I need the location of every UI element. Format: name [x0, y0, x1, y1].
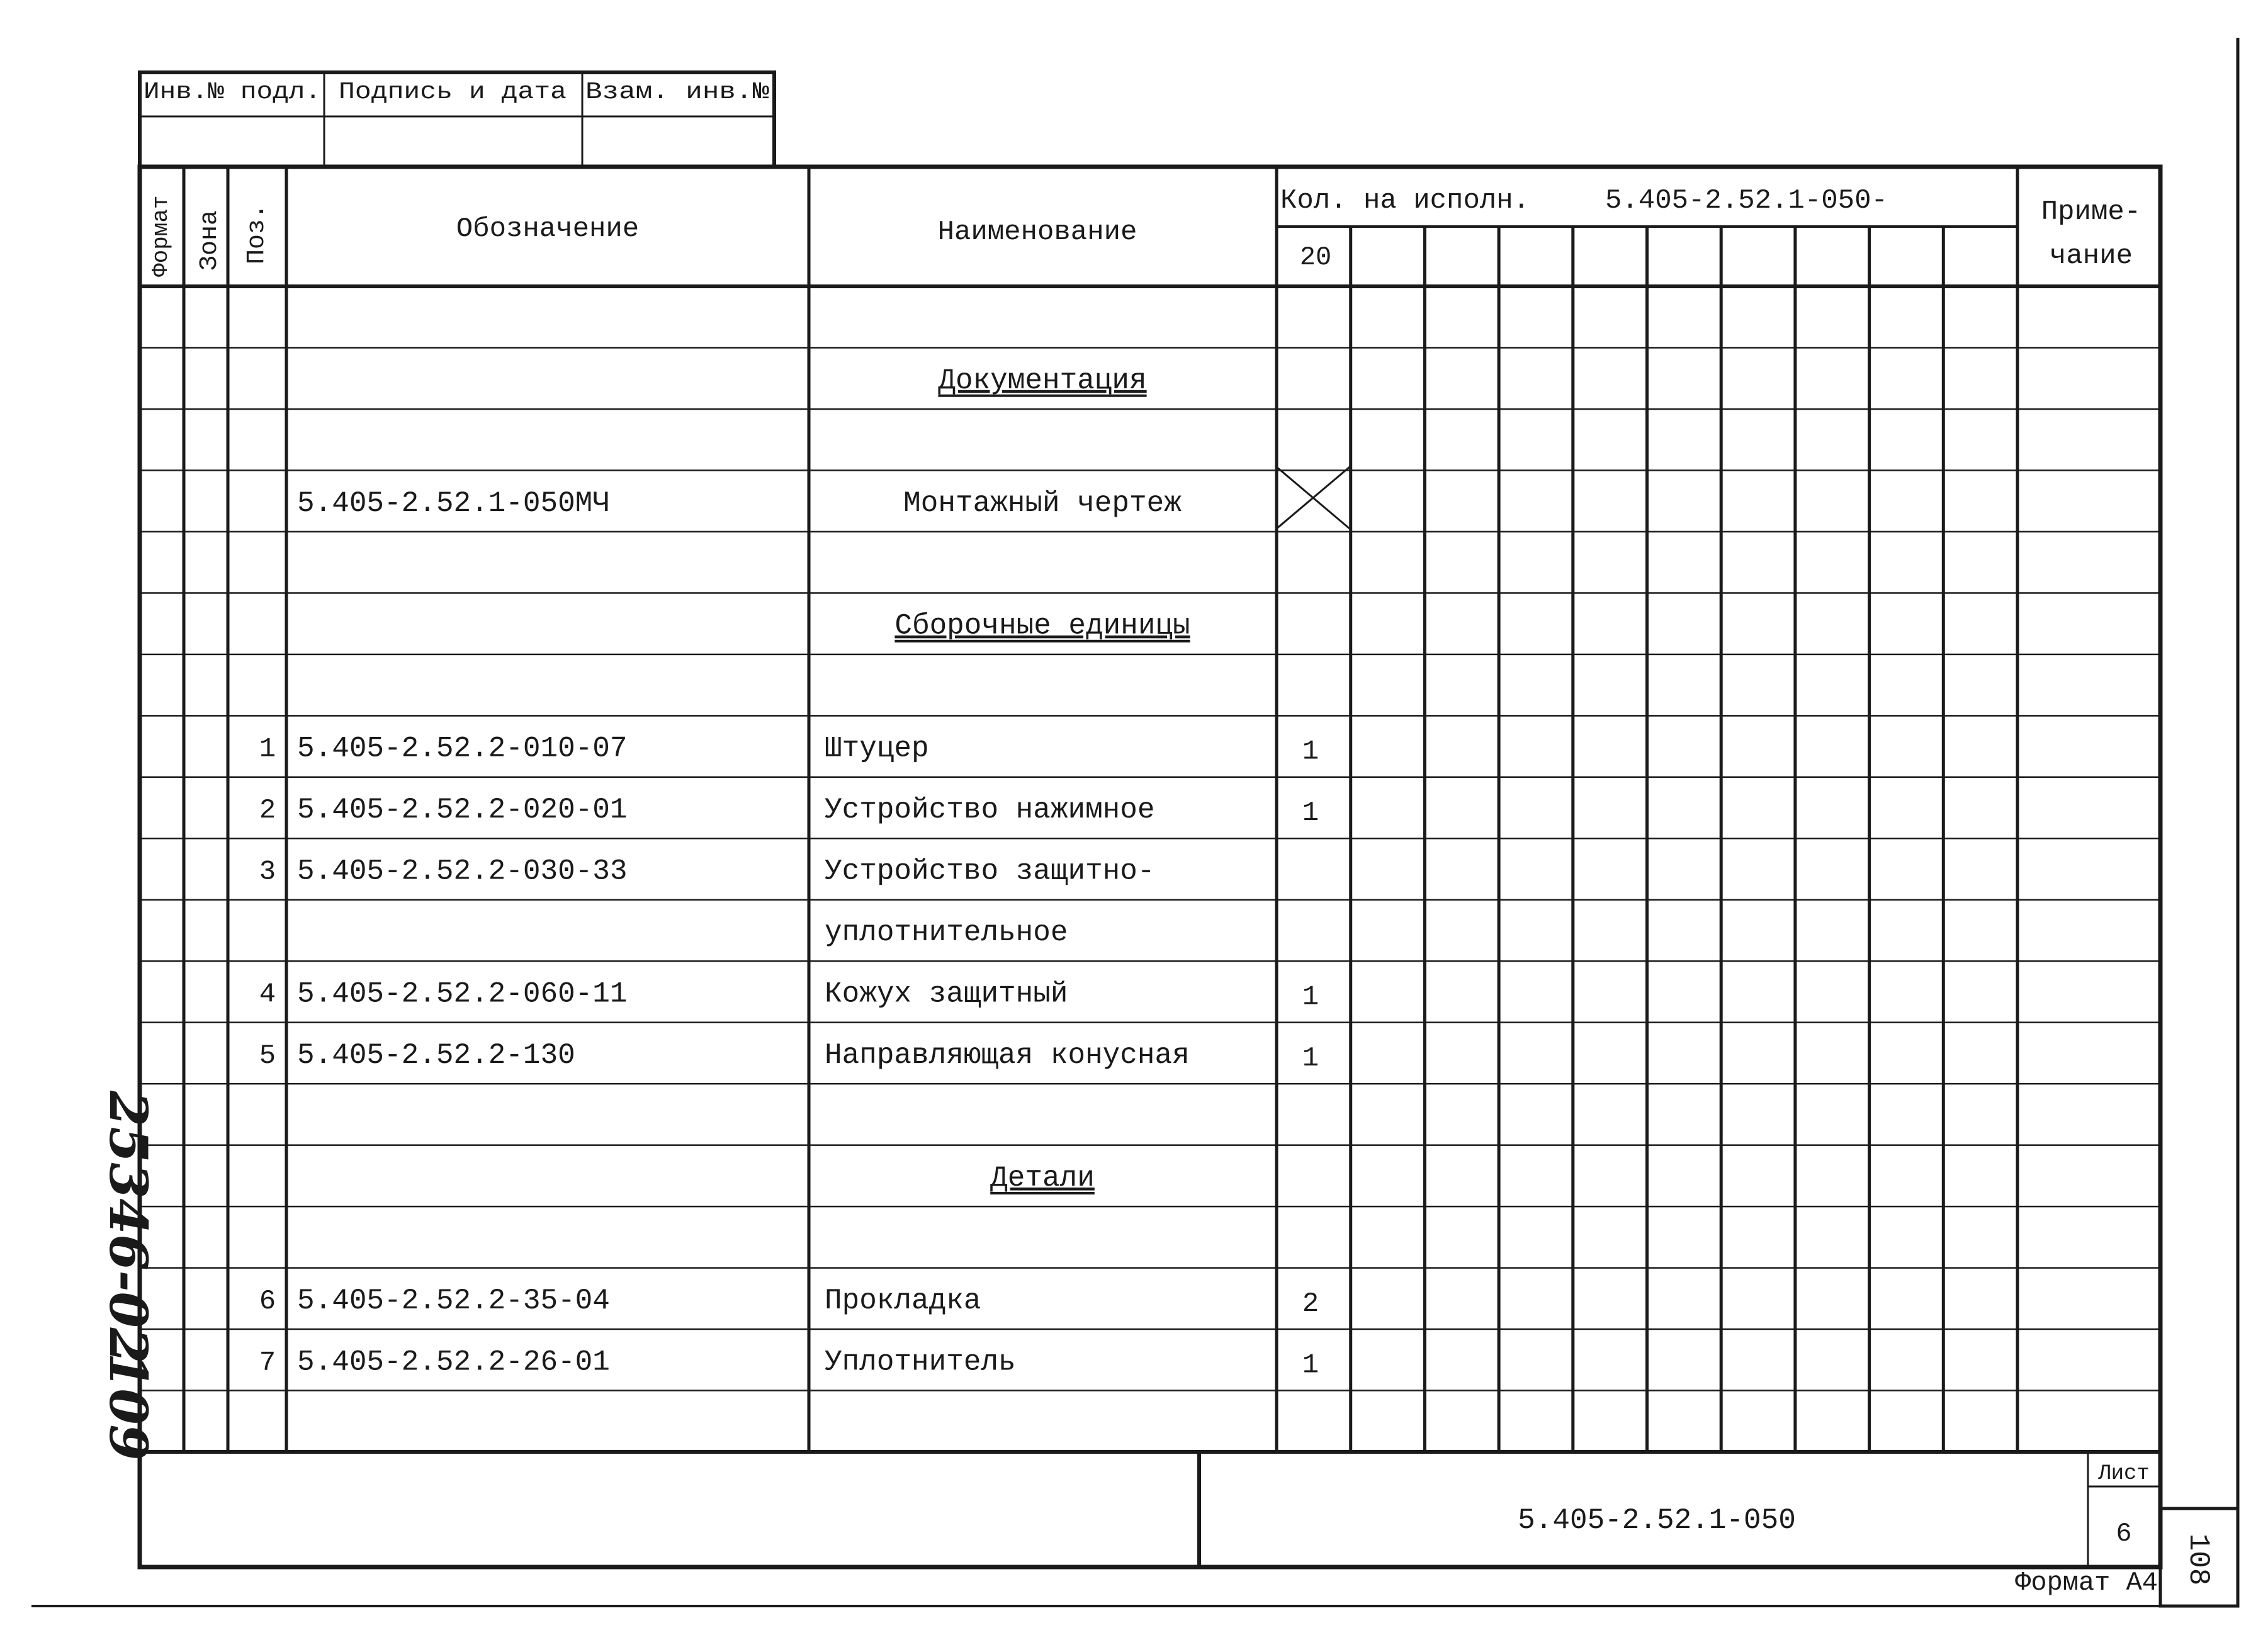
row-position: 6 [259, 1285, 276, 1317]
row-name: уплотнительное [825, 916, 1068, 950]
stamp-vzam-inv: Взам. инв.№ [585, 79, 770, 106]
header-primechanie-2: чание [2049, 240, 2133, 272]
section-heading: Сборочные единицы [894, 609, 1190, 643]
row-designation: 5.405-2.52.2-26-01 [297, 1346, 610, 1379]
header-format: Формат [148, 195, 174, 277]
row-position: 3 [259, 856, 276, 888]
row-designation: 5.405-2.52.2-35-04 [297, 1284, 610, 1317]
row-name: Прокладка [825, 1284, 981, 1317]
row-position: 4 [259, 979, 276, 1011]
row-name: Устройство нажимное [825, 794, 1155, 827]
sheet-label: Лист [2098, 1462, 2150, 1486]
row-position: 2 [259, 795, 276, 827]
section-heading: Детали [990, 1161, 1095, 1194]
row-designation: 5.405-2.52.2-010-07 [297, 732, 628, 765]
document-code: 5.405-2.52.1-050 [1518, 1504, 1796, 1537]
row-designation: 5.405-2.52.2-130 [297, 1039, 575, 1072]
row-quantity: 1 [1302, 797, 1319, 829]
row-position: 5 [259, 1040, 276, 1072]
stamp-podpis-data: Подпись и дата [339, 79, 567, 106]
handwritten-number-2: 109 [98, 1352, 158, 1461]
row-designation: 5.405-2.52.1-050МЧ [297, 486, 610, 520]
page-number: 108 [2182, 1533, 2214, 1586]
row-name: Направляющая конусная [825, 1039, 1190, 1072]
sheet-number: 6 [2116, 1519, 2132, 1549]
section-heading: Документация [938, 364, 1147, 397]
handwritten-number-1: 25346-02 [98, 1091, 158, 1364]
row-designation: 5.405-2.52.2-060-11 [297, 977, 628, 1011]
header-kol-code: 5.405-2.52.1-050- [1605, 185, 1888, 216]
row-name: Уплотнитель [825, 1346, 1016, 1379]
header-naimenovanie: Наименование [937, 216, 1137, 248]
row-quantity: 1 [1302, 736, 1319, 768]
header-primechanie-1: Приме- [2041, 196, 2141, 228]
row-quantity: 1 [1302, 981, 1319, 1013]
row-position: 7 [259, 1347, 276, 1379]
header-kol-label: Кол. на исполн. [1280, 185, 1530, 216]
row-designation: 5.405-2.52.2-020-01 [297, 794, 628, 827]
format-label: Формат А4 [2015, 1568, 2158, 1598]
row-designation: 5.405-2.52.2-030-33 [297, 855, 628, 888]
row-quantity: 2 [1302, 1288, 1319, 1320]
row-name: Кожух защитный [825, 977, 1068, 1011]
header-variant: 20 [1299, 242, 1332, 272]
row-position: 1 [259, 733, 276, 765]
row-name: Устройство защитно- [825, 855, 1155, 888]
header-oboznachenie: Обозначение [456, 213, 640, 245]
header-poz: Поз. [243, 203, 271, 264]
row-quantity: 1 [1302, 1349, 1319, 1381]
row-name: Монтажный чертеж [903, 486, 1182, 520]
stamp-inv-podl: Инв.№ подл. [144, 79, 321, 106]
header-zona: Зона [196, 210, 224, 271]
row-name: Штуцер [825, 732, 929, 765]
row-quantity: 1 [1302, 1043, 1319, 1075]
